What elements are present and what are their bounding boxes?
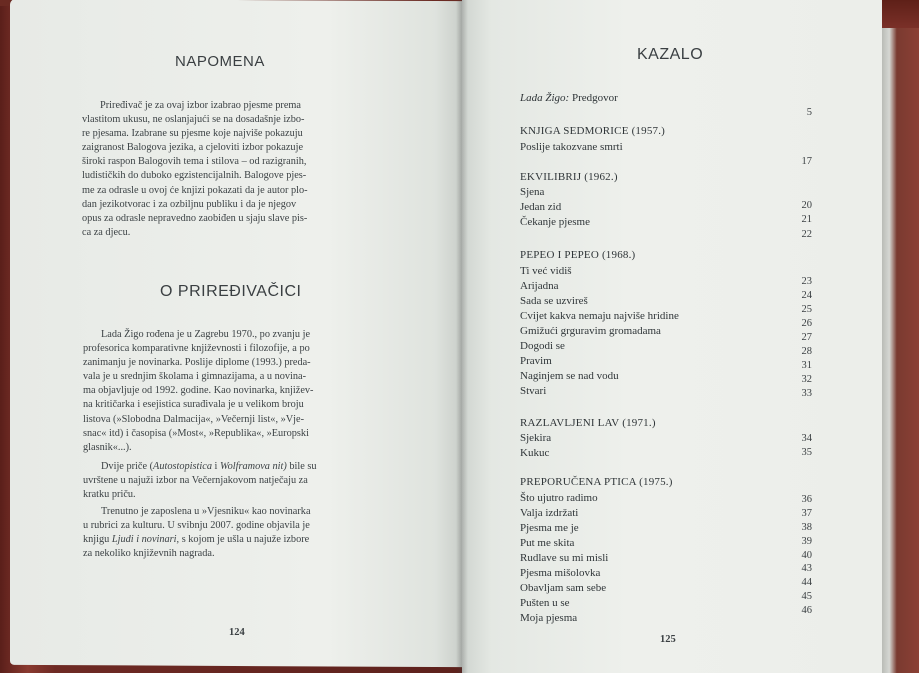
toc-page-number: 25	[801, 304, 812, 315]
toc-entry: Pjesma me je	[520, 522, 579, 534]
paragraph-line: Priređivač je za ovaj izbor izabrao pjesme prema	[100, 100, 301, 111]
toc-entry: Rudlave su mi misli	[520, 552, 609, 564]
toc-page-number: 39	[801, 536, 812, 547]
toc-page-number: 24	[801, 290, 812, 301]
bio3-line: u rubrici za kulturu. U svibnju 2007. godine objavila je	[83, 520, 310, 532]
toc-page-number: 33	[801, 388, 812, 399]
toc-section-title: PEPEO I PEPEO (1968.)	[520, 249, 636, 261]
napomena-heading: NAPOMENA	[175, 53, 265, 70]
bio3-text: knjigu	[83, 534, 112, 546]
paragraph-line: široki raspon Balogovih tema i stilova – od razigranih,	[82, 156, 307, 168]
toc-entry: Kukuc	[520, 447, 550, 459]
prireddivacici-heading: O PRIREĐIVAČICI	[160, 283, 302, 300]
toc-preface	[520, 92, 618, 104]
toc-entry: Stvari	[520, 385, 547, 397]
paragraph-line: zaigranost Balogova jezika, a cjeloviti izbor pokazuje	[82, 142, 304, 154]
bio2-italic-title-2: Wolframova nit)	[219, 461, 287, 472]
toc-page-number: 37	[801, 508, 812, 519]
table-of-contents	[520, 0, 812, 673]
toc-entry: Jedan zid	[520, 201, 562, 213]
bio2-text: Dvije priče (	[101, 461, 154, 472]
toc-page-number: 40	[801, 550, 812, 561]
page-number-right: 125	[660, 634, 676, 645]
paragraph-line: vala je u srednjim školama i gimnazijama, a u novina-	[83, 371, 307, 383]
toc-page-number: 20	[801, 200, 812, 211]
paragraph-line: na kritičarka i esejistica surađivala je u velikom broju	[83, 399, 304, 411]
toc-page-number: 28	[801, 346, 812, 357]
toc-page-number: 38	[801, 522, 812, 533]
toc-section-title: RAZLAVLJENI LAV (1971.)	[520, 417, 656, 429]
toc-page-number: 5	[806, 107, 812, 118]
paragraph-line: ludističkih do duboko egzistencijalnih. Balogove pjes-	[82, 170, 307, 182]
preface-author: Lada Žigo:	[520, 92, 570, 104]
toc-section-title: PREPORUČENA PTICA (1975.)	[520, 476, 673, 488]
toc-section-title: KNJIGA SEDMORICE (1957.)	[520, 125, 666, 137]
paragraph-line: me za odrasle u ovoj će knjizi pokazati da je autor plo-	[82, 184, 308, 196]
bio-paragraph-1	[83, 328, 386, 455]
toc-entry: Sjena	[520, 186, 545, 198]
toc-entry: Dogodi se	[520, 340, 565, 352]
bio-paragraph-2	[83, 460, 386, 502]
paragraph-line: snac« itd) i časopisa (»Most«, »Republika«, »Europski	[83, 427, 309, 439]
toc-page-number: 22	[801, 229, 812, 240]
toc-entry: Čekanje pjesme	[520, 216, 590, 228]
paragraph-line: zanimanju je novinarka. Poslije diplome (1993.) preda-	[83, 357, 311, 369]
napomena-paragraph	[82, 99, 386, 240]
page-number-left: 124	[229, 627, 245, 638]
toc-page-number: 32	[801, 374, 812, 385]
paragraph-line: opus za odrasle nepravedno zaobiđen u sjaju slave pis-	[82, 212, 308, 224]
toc-entry: Ti već vidiš	[520, 265, 572, 277]
paragraph-line: vlastitom ukusu, ne oslanjajući se na dosadašnje izbo-	[82, 114, 305, 126]
toc-entry: Poslije takozvane smrti	[520, 141, 623, 153]
toc-page-number: 44	[801, 577, 812, 588]
toc-entry: Pušten u se	[520, 597, 570, 609]
bio2-line: uvrštene u najuži izbor na Večernjakovom natječaju za	[83, 475, 308, 487]
book-gutter	[456, 0, 468, 673]
bio3-line: Trenutno je zaposlena u »Vjesniku« kao novinarka	[101, 506, 311, 517]
toc-page-number: 46	[801, 605, 812, 616]
preface-title: Predgovor	[569, 92, 618, 104]
kazalo-heading: KAZALO	[637, 46, 704, 63]
toc-entry: Pravim	[520, 355, 552, 367]
paragraph-line: dan jezikotvorac i za ozbiljnu publiku i da je njegov	[82, 198, 297, 210]
toc-entry: Obavljam sam sebe	[520, 582, 607, 594]
toc-page-number: 34	[801, 433, 812, 444]
toc-page-number: 17	[801, 156, 812, 167]
paragraph-line: Lada Žigo rođena je u Zagrebu 1970., po zvanju je	[101, 329, 311, 340]
toc-entry: Sada se uzvireš	[520, 295, 588, 307]
bio3-line: za nekoliko književnih nagrada.	[83, 548, 215, 560]
toc-page-number: 45	[801, 591, 812, 602]
bio-paragraph-3	[83, 505, 386, 561]
bio2-line: kratku priču.	[83, 489, 136, 501]
toc-page-number: 36	[801, 494, 812, 505]
bio2-text: i	[211, 461, 220, 472]
bio3-text: s kojom je ušla u najuže izbore	[179, 534, 310, 546]
toc-page-number: 31	[801, 360, 812, 371]
toc-entry: Valja izdržati	[520, 507, 579, 519]
toc-page-number: 26	[801, 318, 812, 329]
toc-entry: Naginjem se nad vodu	[520, 370, 619, 382]
toc-entry: Arijadna	[520, 280, 559, 292]
paragraph-line: listova (»Slobodna Dalmacija«, »Večernji list«, »Vje-	[83, 413, 305, 425]
toc-entry: Pjesma mišolovka	[520, 567, 601, 579]
bio2-text: bile su	[286, 461, 317, 472]
toc-page-number: 35	[801, 447, 812, 458]
toc-page-number: 23	[801, 276, 812, 287]
bio2-italic-title-1: Autostopistica	[153, 461, 212, 472]
paragraph-line: ca za djecu.	[82, 226, 131, 238]
toc-page-number: 27	[801, 332, 812, 343]
bio3-italic-title: Ljudi i novinari,	[111, 534, 180, 546]
paragraph-line: re pjesama. Izabrane su pjesme koje najviše pokazuju	[82, 128, 303, 140]
toc-entry: Što ujutro radimo	[520, 492, 598, 504]
toc-page-number: 43	[801, 563, 812, 574]
toc-entry: Sjekira	[520, 432, 552, 444]
toc-entry: Put me skita	[520, 537, 575, 549]
paragraph-line: glasnik«...).	[83, 441, 132, 453]
paragraph-line: ma objavljuje od 1992. godine. Kao novinarka, književ-	[83, 385, 314, 397]
toc-page-number: 21	[801, 214, 812, 225]
toc-section-title: EKVILIBRIJ (1962.)	[520, 171, 618, 183]
book-cover-right	[882, 28, 919, 673]
paragraph-line: profesorica komparativne književnosti i filozofije, a po	[83, 343, 310, 355]
toc-entry: Cvijet kakva nemaju najviše hridine	[520, 310, 679, 322]
toc-entry: Gmižući grguravim gromadama	[520, 325, 661, 337]
toc-entry: Moja pjesma	[520, 612, 578, 624]
